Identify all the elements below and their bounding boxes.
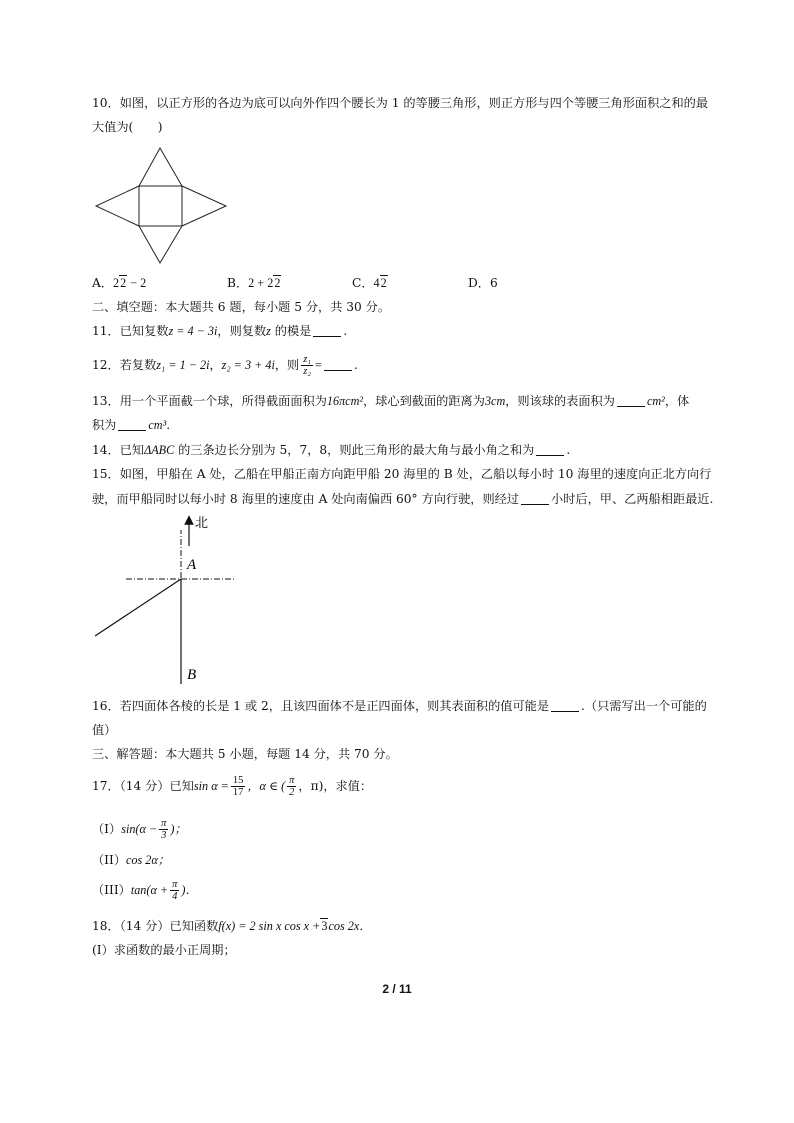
sqrt-symbol: 3 xyxy=(321,919,328,933)
triangle-right xyxy=(182,186,226,226)
q11-blank[interactable] xyxy=(313,324,341,337)
point-a-label: A xyxy=(187,557,197,573)
q13-line1: 13．用一个平面截一个球，所得截面面积为16πcm²，球心到截面的距离为3cm，则该球的表面积为 cm²，体 xyxy=(92,394,690,408)
q13-line2: 积为 cm³. xyxy=(92,418,171,432)
q16-blank[interactable] xyxy=(551,699,579,712)
q10-line2: 大值为( ) xyxy=(92,120,163,134)
square-triangles-figure xyxy=(92,146,232,266)
ship-diagram xyxy=(92,512,242,687)
q12-fraction: $\frac{\text{z₁}}{\text{z₂}}$ xyxy=(303,354,311,377)
q18-stem: 18．（14 分）已知函数f(x) = 2 sin x cos x +3cos 2x． xyxy=(92,919,372,933)
q11: 11．已知复数z = 4 − 3i，则复数z 的模是 . xyxy=(92,324,348,338)
q13-blank-area[interactable] xyxy=(617,394,645,407)
q17-part3-fraction: $\frac{\pi}{4}$ xyxy=(172,879,178,902)
q12: 12．若复数z₁ = 1 − 2i，z₂ = 3 + 4i，则 $\frac{\text{z₁}}{\text{z₂}}$ = . xyxy=(92,354,358,377)
q14-blank[interactable] xyxy=(536,443,564,456)
option-d: D．6 xyxy=(468,276,498,290)
q14: 14．已知ΔABC 的三条边长分别为 5，7，8，则此三角形的最大角与最小角之和为 . xyxy=(92,443,571,457)
q17-fraction-15-17: $\frac{15}{17}$ xyxy=(232,775,244,798)
q10-line1: 10．如图，以正方形的各边为底可以向外作四个腰长为 1 的等腰三角形，则正方形与四个等腰三角形面积之和的最 xyxy=(92,96,709,110)
q16-line2: 值） xyxy=(92,723,117,737)
square xyxy=(139,186,182,226)
q13-blank-volume[interactable] xyxy=(118,418,146,431)
north-label: 北 xyxy=(195,516,209,531)
q17-fraction-pi-2: $\frac{\pi}{2}$ xyxy=(289,775,295,798)
q18-part1: (I）求函数的最小正周期； xyxy=(92,943,236,957)
triangle-bottom xyxy=(139,226,182,263)
ship-a-path xyxy=(95,579,181,636)
page-number: 2 / 11 xyxy=(382,982,412,996)
q12-blank[interactable] xyxy=(324,358,352,371)
q16-line1: 16．若四面体各棱的长是 1 或 2，且该四面体不是正四面体，则其表面积的值可能是 .（只需写出一个可能的 xyxy=(92,699,707,713)
section3-heading: 三、解答题：本大题共 5 小题，每题 14 分，共 70 分。 xyxy=(92,747,398,761)
q17-stem: 17．（14 分）已知sin α = $\frac{15}{17}$ ，α ∈ ( $\frac{\pi}{2}$ ，π)，求值： xyxy=(92,775,373,798)
q17-part1: （I）sin(α − $\frac{\pi}{3}$ )； xyxy=(92,818,187,841)
q15-blank[interactable] xyxy=(521,492,549,505)
triangle-left xyxy=(96,186,139,226)
q15-line1: 15．如图，甲船在 A 处，乙船在甲船正南方向距甲船 20 海里的 B 处，乙船以每小时 10 海里的速度向正北方向行 xyxy=(92,467,712,481)
point-b-label: B xyxy=(187,667,197,683)
option-a: A．22 − 2 xyxy=(92,276,147,290)
q17-part2: （II）cos 2α； xyxy=(92,853,170,867)
q17-part1-fraction: $\frac{\pi}{3}$ xyxy=(161,818,167,841)
q17-part3: （III）tan(α + $\frac{\pi}{4}$ )． xyxy=(92,879,198,902)
triangle-top xyxy=(139,148,182,186)
option-c: C．42 xyxy=(352,276,387,290)
option-b: B．2 + 22 xyxy=(227,276,281,290)
q15-line2: 驶，而甲船同时以每小时 8 海里的速度由 A 处向南偏西 60° 方向行驶，则经过 小时后，甲、乙两船相距最近. xyxy=(92,492,714,506)
section2-heading: 二、填空题：本大题共 6 题，每小题 5 分，共 30 分。 xyxy=(92,300,391,314)
